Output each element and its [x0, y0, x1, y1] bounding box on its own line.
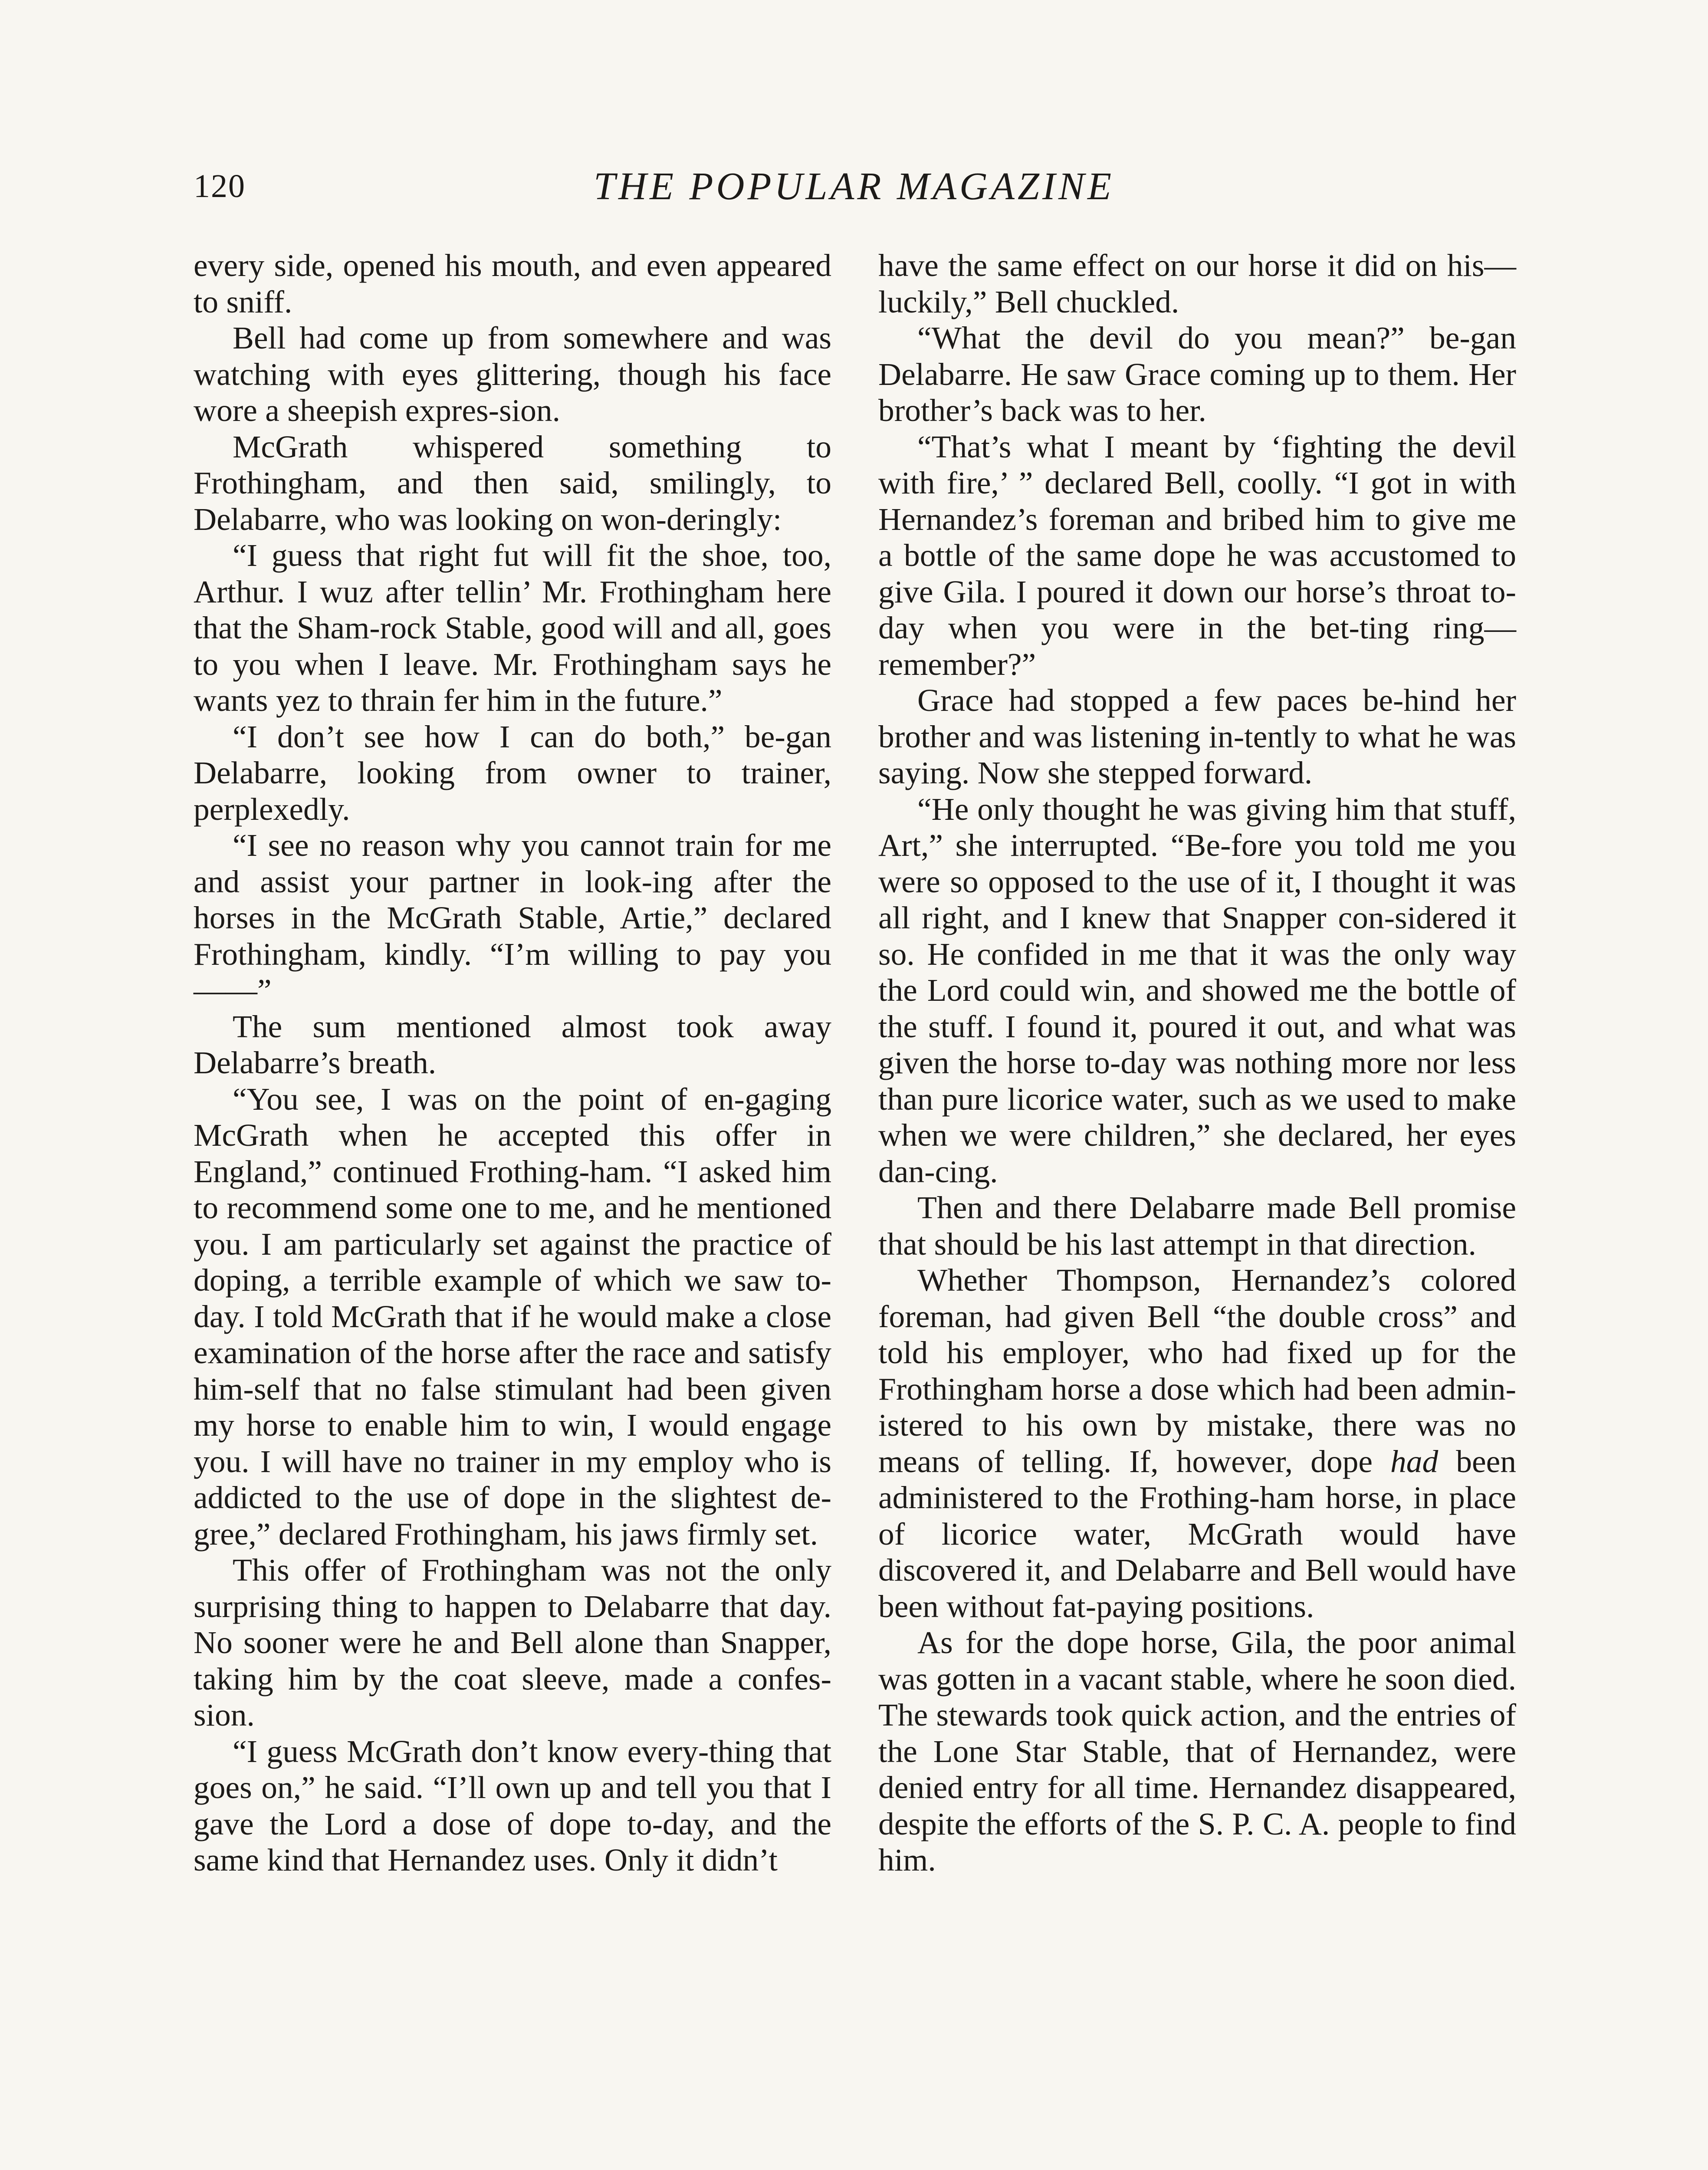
paragraph: Then and there Delabarre made Bell promise that should be his last attempt in that direction.	[878, 1190, 1516, 1262]
paragraph: As for the dope horse, Gila, the poor animal was gotten in a vacant stable, where he soon died. The stewards took quick action, and the entries of the Lone Star Stable, that of Hernandez, were denied entry for all time. Hernandez disappeared, despite the efforts of the S. P. C. A. people to find him.	[878, 1625, 1516, 1877]
paragraph: “What the devil do you mean?” be-gan Delabarre. He saw Grace coming up to them. Her brother’s back was to her.	[878, 320, 1516, 428]
paragraph: “I see no reason why you cannot train for me and assist your partner in look-ing after the horses in the McGrath Stable, Artie,” declared Frothingham, kindly. “I’m willing to pay you——”	[194, 828, 831, 1008]
paragraph-text: been administered to the Frothing-ham horse, in place of licorice water, McGrath would have discovered it, and Delabarre and Bell would have been without fat-paying positions.	[878, 1443, 1517, 1624]
paragraph: This offer of Frothingham was not the only surprising thing to happen to Delabarre that day. No sooner were he and Bell alone than Snapper, taking him by the coat sleeve, made a confes-sion.	[194, 1552, 831, 1733]
paragraph: Grace had stopped a few paces be-hind her brother and was listening in-tently to what he was saying. Now she stepped forward.	[878, 683, 1516, 790]
paragraph: every side, opened his mouth, and even appeared to sniff.	[194, 248, 831, 319]
paragraph-text: Whether Thompson, Hernandez’s colored foreman, had given Bell “the double cross” and told his employer, who had fixed up for the Frothingham horse a dose which had been admin-istered to his own by mistake, there was no means of telling. If, however, dope	[878, 1263, 1516, 1479]
italic-word: had	[1390, 1443, 1439, 1479]
paragraph: “I don’t see how I can do both,” be-gan Delabarre, looking from owner to trainer, perplexedly.	[194, 719, 831, 827]
paragraph: “He only thought he was giving him that stuff, Art,” she interrupted. “Be-fore you told me you were so opposed to the use of it, I thought it was all right, and I knew that Snapper con-sidered it so. He confided in me that it was the only way the Lord could win, and showed me the bottle of the stuff. I found it, poured it out, and what was given the horse to-day was nothing more nor less than pure licorice water, such as we used to make when we were children,” she declared, her eyes dan-cing.	[878, 791, 1516, 1189]
paragraph: The sum mentioned almost took away Delabarre’s breath.	[194, 1009, 831, 1080]
running-title: THE POPULAR MAGAZINE	[594, 165, 1114, 208]
page-header	[194, 164, 1514, 212]
paragraph: “I guess McGrath don’t know every-thing that goes on,” he said. “I’ll own up and tell you that I gave the Lord a dose of dope to-day, and the same kind that Hernandez uses. Only it didn’t	[194, 1733, 831, 1877]
paragraph: Bell had come up from somewhere and was watching with eyes glittering, though his face wore a sheepish expres-sion.	[194, 320, 831, 428]
paragraph: “I guess that right fut will fit the shoe, too, Arthur. I wuz after tellin’ Mr. Frothingham here that the Sham-rock Stable, good will and all, goes to you when I leave. Mr. Frothingham says he wants yez to thrain fer him in the future.”	[194, 538, 831, 718]
page-number: 120	[194, 168, 246, 204]
right-column	[878, 247, 1516, 1878]
paragraph: “You see, I was on the point of en-gaging McGrath when he accepted this offer in England,” continued Frothing-ham. “I asked him to recommend some one to me, and he mentioned you. I am particularly set against the practice of doping, a terrible example of which we saw to-day. I told McGrath that if he would make a close examination of the horse after the race and satisfy him-self that no false stimulant had been given my horse to enable him to win, I would engage you. I will have no trainer in my employ who is addicted to the use of dope in the slightest de-gree,” declared Frothingham, his jaws firmly set.	[194, 1081, 831, 1552]
paragraph: McGrath whispered something to Frothingham, and then said, smilingly, to Delabarre, who was looking on won-deringly:	[194, 429, 831, 537]
left-column	[194, 247, 831, 1878]
paragraph: have the same effect on our horse it did on his—luckily,” Bell chuckled.	[878, 248, 1516, 319]
paragraph	[878, 1262, 1516, 1624]
paragraph: “That’s what I meant by ‘fighting the devil with fire,’ ” declared Bell, coolly. “I got in with Hernandez’s foreman and bribed him to give me a bottle of the same dope he was accustomed to give Gila. I poured it down our horse’s throat to-day when you were in the bet-ting ring—remember?”	[878, 429, 1516, 682]
